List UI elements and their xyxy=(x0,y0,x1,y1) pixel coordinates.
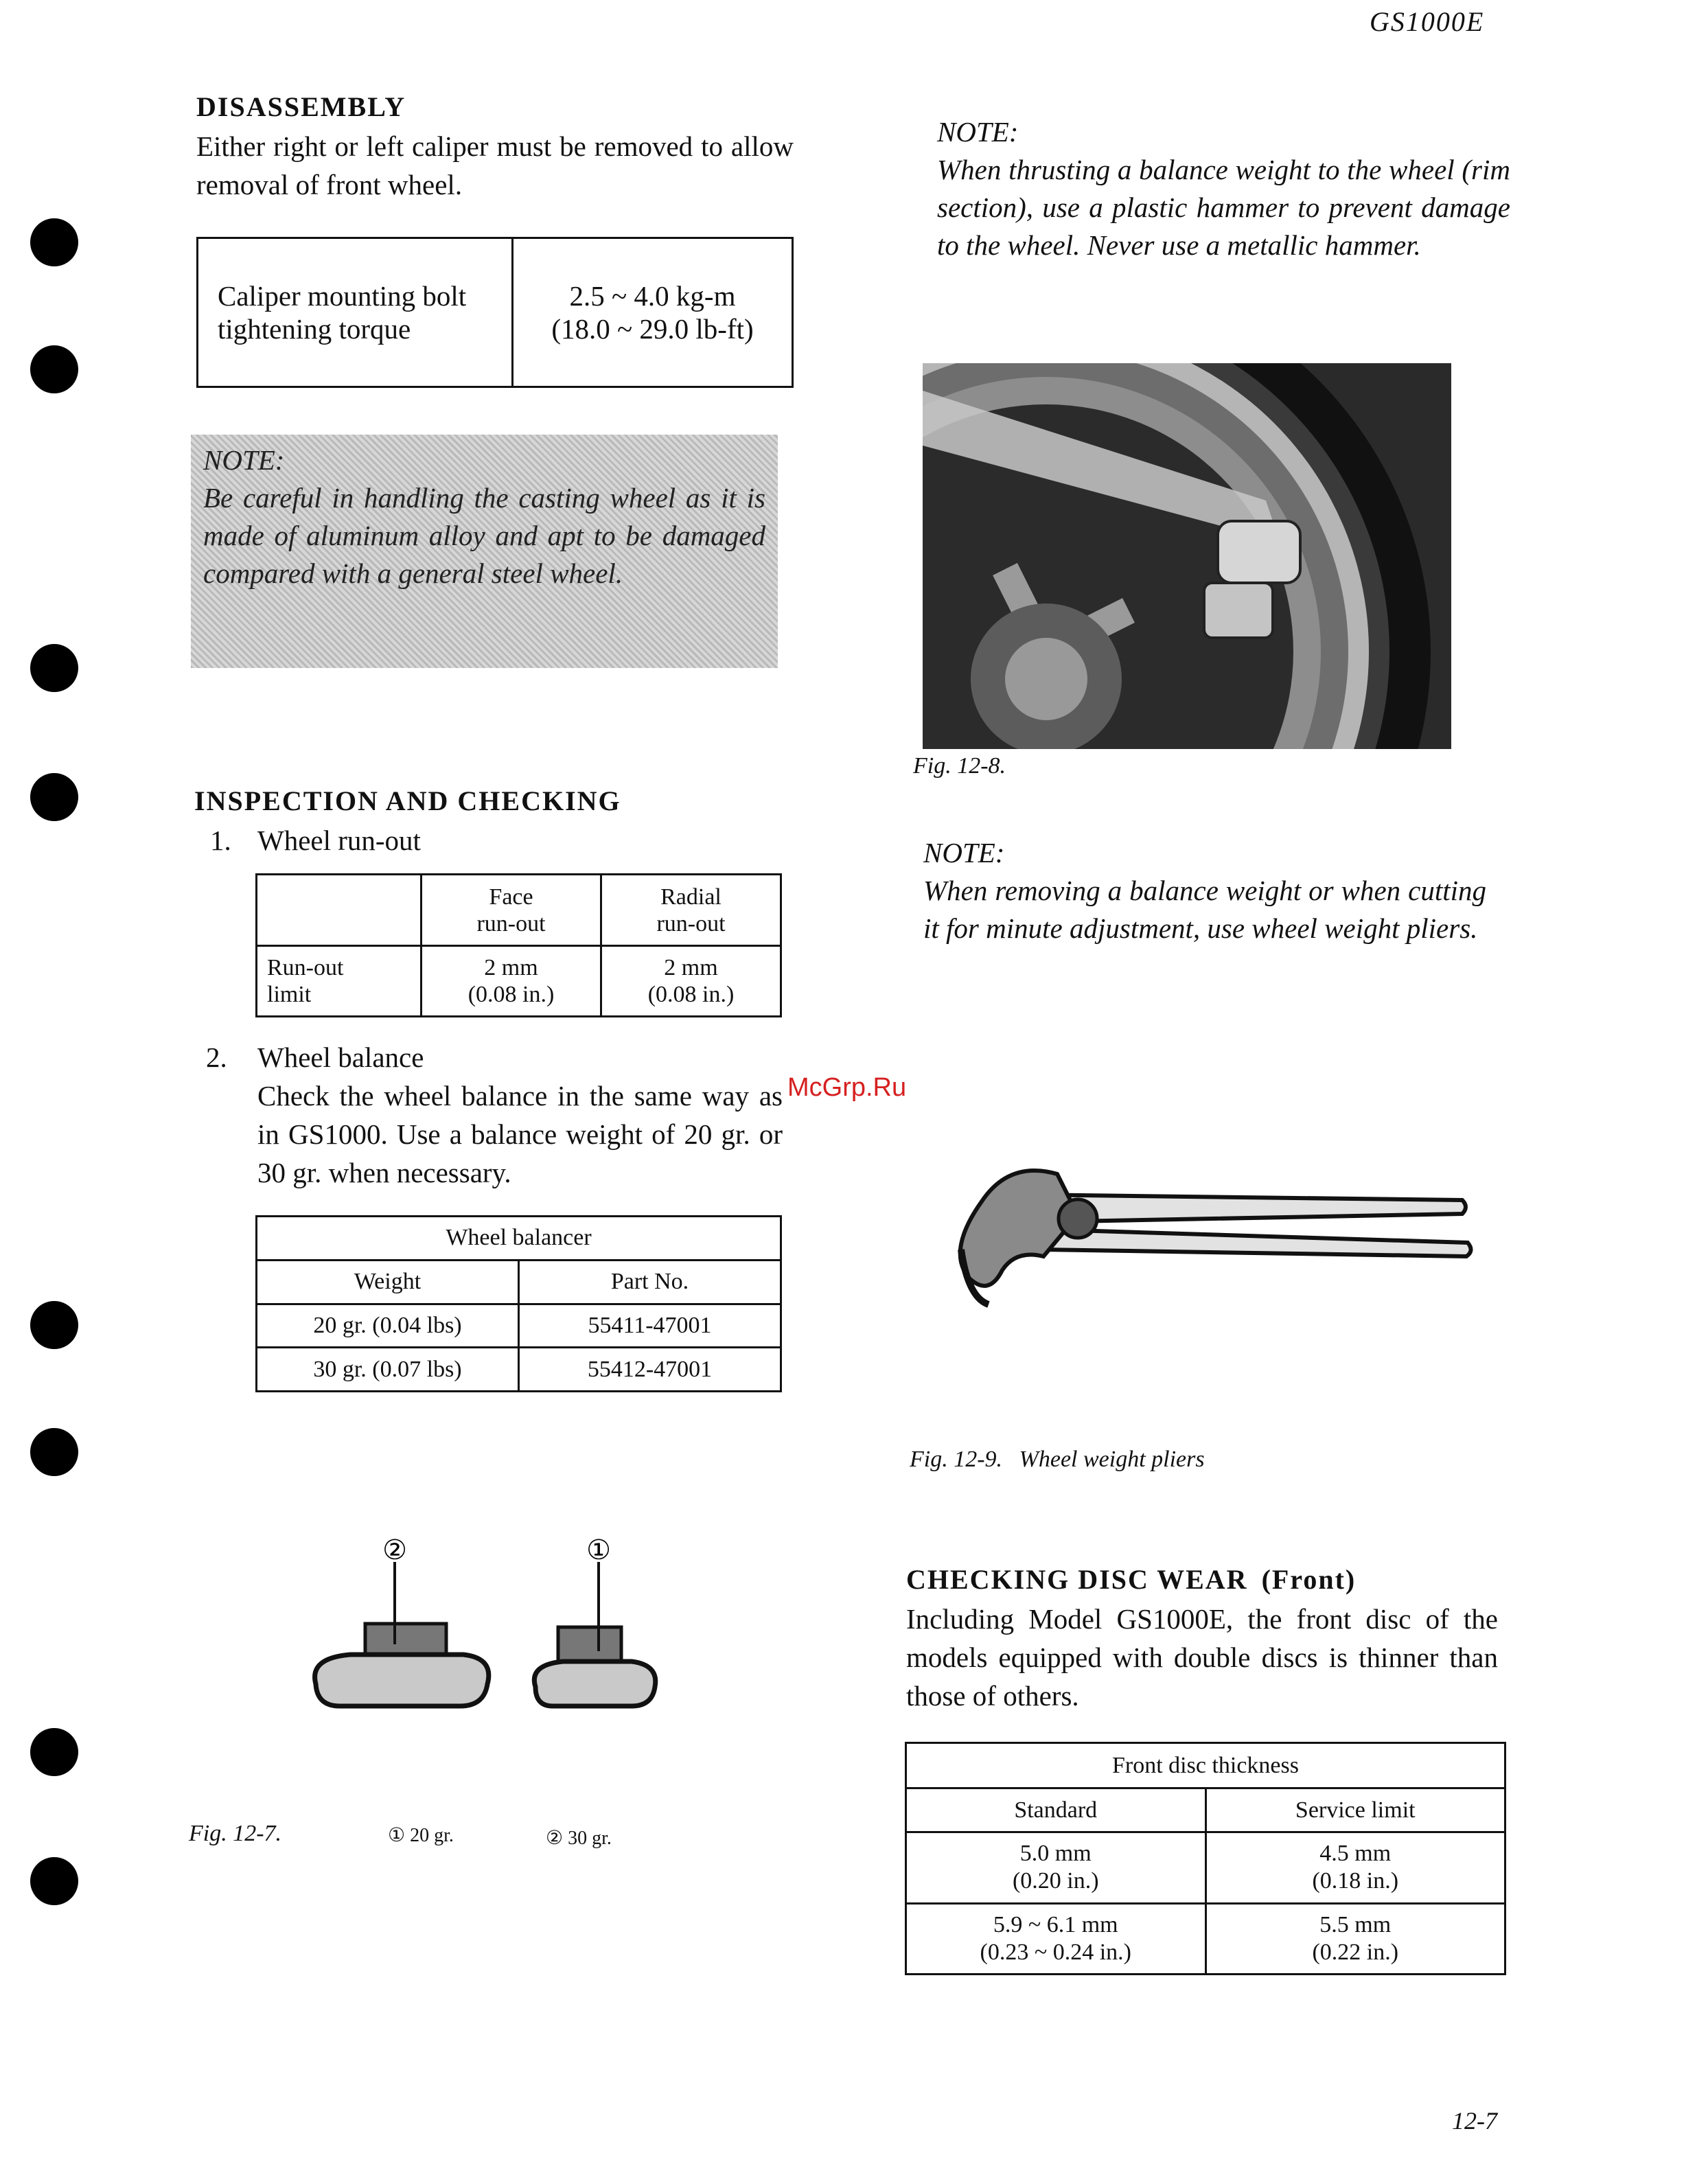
col-face-runout xyxy=(422,875,601,946)
punch-hole xyxy=(30,218,78,266)
item2-text: Check the wheel balance in the same way as in GS1000. Use a balance weight of 20 gr. or 30 gr. when necessary. xyxy=(257,1080,783,1188)
disc-wear-text: Including Model GS1000E, the front disc of the models equipped with double discs is thinner than those of others. xyxy=(906,1603,1498,1712)
fig-12-9-caption: Wheel weight pliers xyxy=(1019,1447,1205,1472)
torque-imperial: (18.0 ~ 29.0 lb-ft) xyxy=(551,313,754,345)
col-part-no: Part No. xyxy=(519,1260,781,1304)
watermark: McGrp.Ru xyxy=(787,1073,907,1102)
disc-limit-2 xyxy=(1205,1903,1505,1975)
limit-1-in: (0.18 in.) xyxy=(1312,1868,1399,1894)
item2-number: 2. xyxy=(206,1042,227,1073)
limit-2: 5.5 mm xyxy=(1319,1911,1392,1937)
page-header-model: GS1000E xyxy=(1370,6,1485,37)
balancer-part-1: 55411-47001 xyxy=(519,1304,781,1348)
pliers-note xyxy=(923,834,1486,947)
col-radial-runout xyxy=(601,875,781,946)
col-service-limit: Service limit xyxy=(1205,1788,1505,1832)
weight-30gr xyxy=(315,1562,489,1706)
face-value-in: (0.08 in.) xyxy=(468,982,555,1007)
fig-12-7-legend-1: ① 20 gr. xyxy=(388,1825,454,1846)
std-2: 5.9 ~ 6.1 mm xyxy=(993,1911,1118,1937)
caliper-torque-label: Caliper mounting bolt tightening torque xyxy=(198,238,513,387)
disc-wear-heading-suffix: (Front) xyxy=(1261,1564,1357,1595)
disc-wear-heading-main: CHECKING DISC WEAR xyxy=(906,1564,1248,1595)
disc-standard-1 xyxy=(906,1832,1206,1904)
col-face-line1: Face xyxy=(489,884,533,910)
fig-12-7-label: Fig. 12-7. xyxy=(189,1821,282,1846)
std-2-in: (0.23 ~ 0.24 in.) xyxy=(980,1939,1131,1965)
note2-title: NOTE: xyxy=(923,837,1005,868)
thrusting-note xyxy=(937,113,1510,264)
punch-hole xyxy=(30,345,78,393)
callout-1: ① xyxy=(586,1534,611,1566)
note-title: NOTE: xyxy=(203,444,285,476)
col-standard: Standard xyxy=(906,1788,1206,1832)
std-1-in: (0.20 in.) xyxy=(1012,1868,1099,1894)
limit-1: 4.5 mm xyxy=(1319,1841,1392,1867)
punch-hole xyxy=(30,1301,78,1349)
disassembly-text: Either right or left caliper must be removed to allow removal of front wheel. xyxy=(196,130,794,200)
disc-table-title: Front disc thickness xyxy=(906,1743,1505,1788)
punch-hole xyxy=(30,1428,78,1476)
balancer-weight-2: 30 gr. (0.07 lbs) xyxy=(257,1348,519,1392)
disc-limit-1 xyxy=(1205,1832,1505,1904)
face-runout-value xyxy=(422,946,601,1017)
note-text: Be careful in handling the casting wheel as it is made of aluminum alloy and apt to be damaged compared with a general steel wheel. xyxy=(203,482,765,589)
weight-20gr xyxy=(534,1562,655,1706)
disc-standard-2 xyxy=(906,1903,1206,1975)
fig-12-8-label: Fig. 12-8. xyxy=(913,753,1006,779)
note1-title: NOTE: xyxy=(937,116,1019,148)
row-label-line2: limit xyxy=(267,982,312,1007)
punch-hole xyxy=(30,773,78,821)
wheel-photo xyxy=(923,363,1451,749)
punch-hole xyxy=(30,1857,78,1905)
balance-weights-figure xyxy=(302,1534,673,1713)
balancer-weight-1: 20 gr. (0.04 lbs) xyxy=(257,1304,519,1348)
punch-hole xyxy=(30,644,78,692)
item1-label: Wheel run-out xyxy=(257,825,421,856)
wheel-weight-pliers-figure xyxy=(940,1147,1476,1311)
inspection-heading: INSPECTION AND CHECKING xyxy=(194,785,621,816)
caliper-torque-value xyxy=(513,238,793,387)
std-1: 5.0 mm xyxy=(1019,1841,1092,1867)
radial-value-in: (0.08 in.) xyxy=(647,982,735,1007)
casting-wheel-note xyxy=(191,435,778,668)
col-radial-line1: Radial xyxy=(660,884,722,910)
runout-table xyxy=(255,873,782,1017)
fig-12-9-label xyxy=(910,1447,1205,1473)
disc-wear-heading xyxy=(906,1563,1356,1596)
wheel-balancer-table xyxy=(255,1215,782,1392)
note1-text: When thrusting a balance weight to the wheel (rim section), use a plastic hammer to prevent damage to the wheel. Never use a metallic hammer. xyxy=(937,154,1510,261)
page-number: 12-7 xyxy=(1452,2107,1497,2134)
row-label-line1: Run-out xyxy=(267,955,344,980)
runout-corner-cell xyxy=(257,875,422,946)
note2-text: When removing a balance weight or when cutting it for minute adjustment, use wheel weight pliers. xyxy=(923,875,1486,944)
disassembly-heading: DISASSEMBLY xyxy=(196,91,406,122)
col-face-line2: run-out xyxy=(476,910,546,936)
item1-number: 1. xyxy=(210,825,231,856)
fig-12-9-number: Fig. 12-9. xyxy=(910,1447,1003,1472)
limit-2-in: (0.22 in.) xyxy=(1312,1939,1399,1965)
balancer-title: Wheel balancer xyxy=(257,1217,781,1261)
col-radial-line2: run-out xyxy=(656,910,726,936)
fig-12-7-legend-2: ② 30 gr. xyxy=(546,1828,612,1849)
radial-value: 2 mm xyxy=(664,955,718,980)
punch-hole xyxy=(30,1728,78,1776)
col-weight: Weight xyxy=(257,1260,519,1304)
runout-limit-label xyxy=(257,946,422,1017)
item2-label: Wheel balance xyxy=(257,1042,424,1073)
balancer-part-2: 55412-47001 xyxy=(519,1348,781,1392)
face-value: 2 mm xyxy=(484,955,538,980)
caliper-torque-table xyxy=(196,237,794,388)
front-disc-thickness-table xyxy=(905,1742,1506,1975)
torque-metric: 2.5 ~ 4.0 kg-m xyxy=(569,280,736,312)
callout-2: ② xyxy=(382,1534,407,1566)
radial-runout-value xyxy=(601,946,781,1017)
